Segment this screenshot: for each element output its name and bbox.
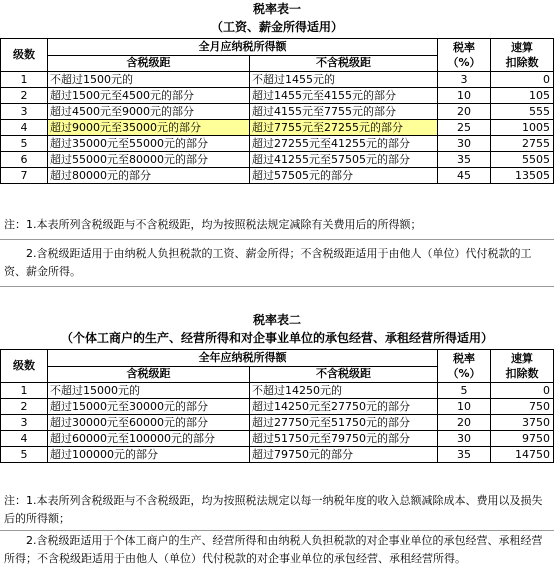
with-tax-cell: 超过4500元至9000元的部分: [48, 104, 250, 120]
table-row: [1, 120, 554, 136]
header-deduction: [491, 350, 554, 383]
rate-cell: 35: [438, 152, 491, 168]
with-tax-cell: 超过55000元至80000元的部分: [48, 152, 250, 168]
without-tax-cell: 超过51750元至79750元的部分: [250, 431, 438, 447]
header-rate-line2: （%）: [447, 367, 481, 380]
rate-cell: 10: [438, 88, 491, 104]
with-tax-cell: 超过15000元至30000元的部分: [48, 399, 250, 415]
rate-cell: 30: [438, 431, 491, 447]
level-cell: 4: [1, 431, 48, 447]
without-tax-cell: 超过41255元至57505元的部分: [250, 152, 438, 168]
rate-cell: 10: [438, 399, 491, 415]
table1-title: 税率表一: [252, 2, 301, 16]
header-rate-line2: （%）: [447, 56, 481, 69]
level-cell: 5: [1, 136, 48, 152]
deduction-cell: 9750: [491, 431, 554, 447]
without-tax-cell: 超过57505元的部分: [250, 168, 438, 184]
deduction-cell: 0: [491, 383, 554, 399]
level-cell: 4: [1, 120, 48, 136]
level-cell: 1: [1, 72, 48, 88]
with-tax-cell: 不超过15000元的: [48, 383, 250, 399]
table-row: [1, 136, 554, 152]
header-rate: [438, 350, 491, 383]
header-without-tax: 不含税级距: [250, 366, 438, 383]
tax-rate-table-1: [0, 38, 554, 184]
table-row: [1, 415, 554, 431]
header-without-tax: 不含税级距: [250, 55, 438, 72]
table-row: [1, 168, 554, 184]
header-income-group: 全年应纳税所得额: [48, 350, 438, 367]
deduction-cell: 1005: [491, 120, 554, 136]
without-tax-cell: 超过27255元至41255元的部分: [250, 136, 438, 152]
header-deduction-line1: 速算: [511, 41, 533, 54]
header-level: 级数: [1, 350, 48, 383]
table1-note-1: 注：1.本表所列含税级距与不含税级距，均为按照税法规定减除有关费用后的所得额；: [4, 218, 422, 231]
without-tax-cell: 超过27750元至51750元的部分: [250, 415, 438, 431]
note-divider: [0, 530, 554, 531]
level-cell: 3: [1, 415, 48, 431]
header-rate-line1: 税率: [453, 41, 475, 54]
level-cell: 5: [1, 447, 48, 463]
with-tax-cell: 超过9000元至35000元的部分: [48, 120, 250, 136]
with-tax-cell: 超过100000元的部分: [48, 447, 250, 463]
header-deduction-line1: 速算: [511, 352, 533, 365]
table-row: [1, 383, 554, 399]
note-divider: [0, 239, 554, 240]
rate-cell: 45: [438, 168, 491, 184]
rate-cell: 35: [438, 447, 491, 463]
level-cell: 2: [1, 399, 48, 415]
header-deduction-line2: 扣除数: [505, 367, 539, 380]
level-cell: 7: [1, 168, 48, 184]
table-row: [1, 431, 554, 447]
without-tax-cell: 超过7755元至27255元的部分: [250, 120, 438, 136]
table-row: [1, 399, 554, 415]
header-rate-line1: 税率: [453, 352, 475, 365]
rate-cell: 5: [438, 383, 491, 399]
table2-title: 税率表二: [252, 313, 301, 327]
table2-note-2: 2.含税级距适用于个体工商户的生产、经营所得和由纳税人负担税款的对企事业单位的承包经营、承租经营所得；不含税级距适用于由他人（单位）代付税款的对企事业单位的承包经营、承租经营所得。: [4, 534, 543, 565]
deduction-cell: 750: [491, 399, 554, 415]
table-row: [1, 447, 554, 463]
with-tax-cell: 超过60000元至100000元的部分: [48, 431, 250, 447]
header-deduction-line2: 扣除数: [505, 56, 539, 69]
with-tax-cell: 不超过1500元的: [48, 72, 250, 88]
rate-cell: 20: [438, 104, 491, 120]
header-with-tax: 含税级距: [48, 55, 250, 72]
table2-subtitle: （个体工商户的生产、经营所得和对企事业单位的承包经营、承租经营所得适用）: [60, 331, 493, 345]
tax-rate-table-2: [0, 349, 554, 463]
rate-cell: 30: [438, 136, 491, 152]
with-tax-cell: 超过80000元的部分: [48, 168, 250, 184]
with-tax-cell: 超过30000元至60000元的部分: [48, 415, 250, 431]
table-row: [1, 72, 554, 88]
deduction-cell: 105: [491, 88, 554, 104]
without-tax-cell: 不超过1455元的: [250, 72, 438, 88]
deduction-cell: 13505: [491, 168, 554, 184]
table-row: [1, 152, 554, 168]
without-tax-cell: 超过79750元的部分: [250, 447, 438, 463]
deduction-cell: 2755: [491, 136, 554, 152]
deduction-cell: 5505: [491, 152, 554, 168]
level-cell: 3: [1, 104, 48, 120]
section-divider: [0, 286, 554, 287]
level-cell: 1: [1, 383, 48, 399]
table-row: [1, 88, 554, 104]
without-tax-cell: 超过4155元至7755元的部分: [250, 104, 438, 120]
with-tax-cell: 超过35000元至55000元的部分: [48, 136, 250, 152]
deduction-cell: 14750: [491, 447, 554, 463]
table1-note-2: 2.含税级距适用于由纳税人负担税款的工资、薪金所得；不含税级距适用于由他人（单位）代付税款的工资、薪金所得。: [4, 247, 532, 278]
deduction-cell: 555: [491, 104, 554, 120]
without-tax-cell: 超过1455元至4155元的部分: [250, 88, 438, 104]
level-cell: 6: [1, 152, 48, 168]
without-tax-cell: 不超过14250元的: [250, 383, 438, 399]
table1-subtitle: （工资、薪金所得适用）: [210, 20, 343, 34]
with-tax-cell: 超过1500元至4500元的部分: [48, 88, 250, 104]
rate-cell: 3: [438, 72, 491, 88]
level-cell: 2: [1, 88, 48, 104]
deduction-cell: 3750: [491, 415, 554, 431]
header-level: 级数: [1, 39, 48, 72]
header-with-tax: 含税级距: [48, 366, 250, 383]
header-deduction: [491, 39, 554, 72]
deduction-cell: 0: [491, 72, 554, 88]
rate-cell: 20: [438, 415, 491, 431]
without-tax-cell: 超过14250元至27750元的部分: [250, 399, 438, 415]
header-rate: [438, 39, 491, 72]
table2-note-1: 注：1.本表所列含税级距与不含税级距，均为按照税法规定以每一纳税年度的收入总额减除成本、费用以及损失后的所得额；: [4, 494, 543, 525]
rate-cell: 25: [438, 120, 491, 136]
table-row: [1, 104, 554, 120]
header-income-group: 全月应纳税所得额: [48, 39, 438, 56]
